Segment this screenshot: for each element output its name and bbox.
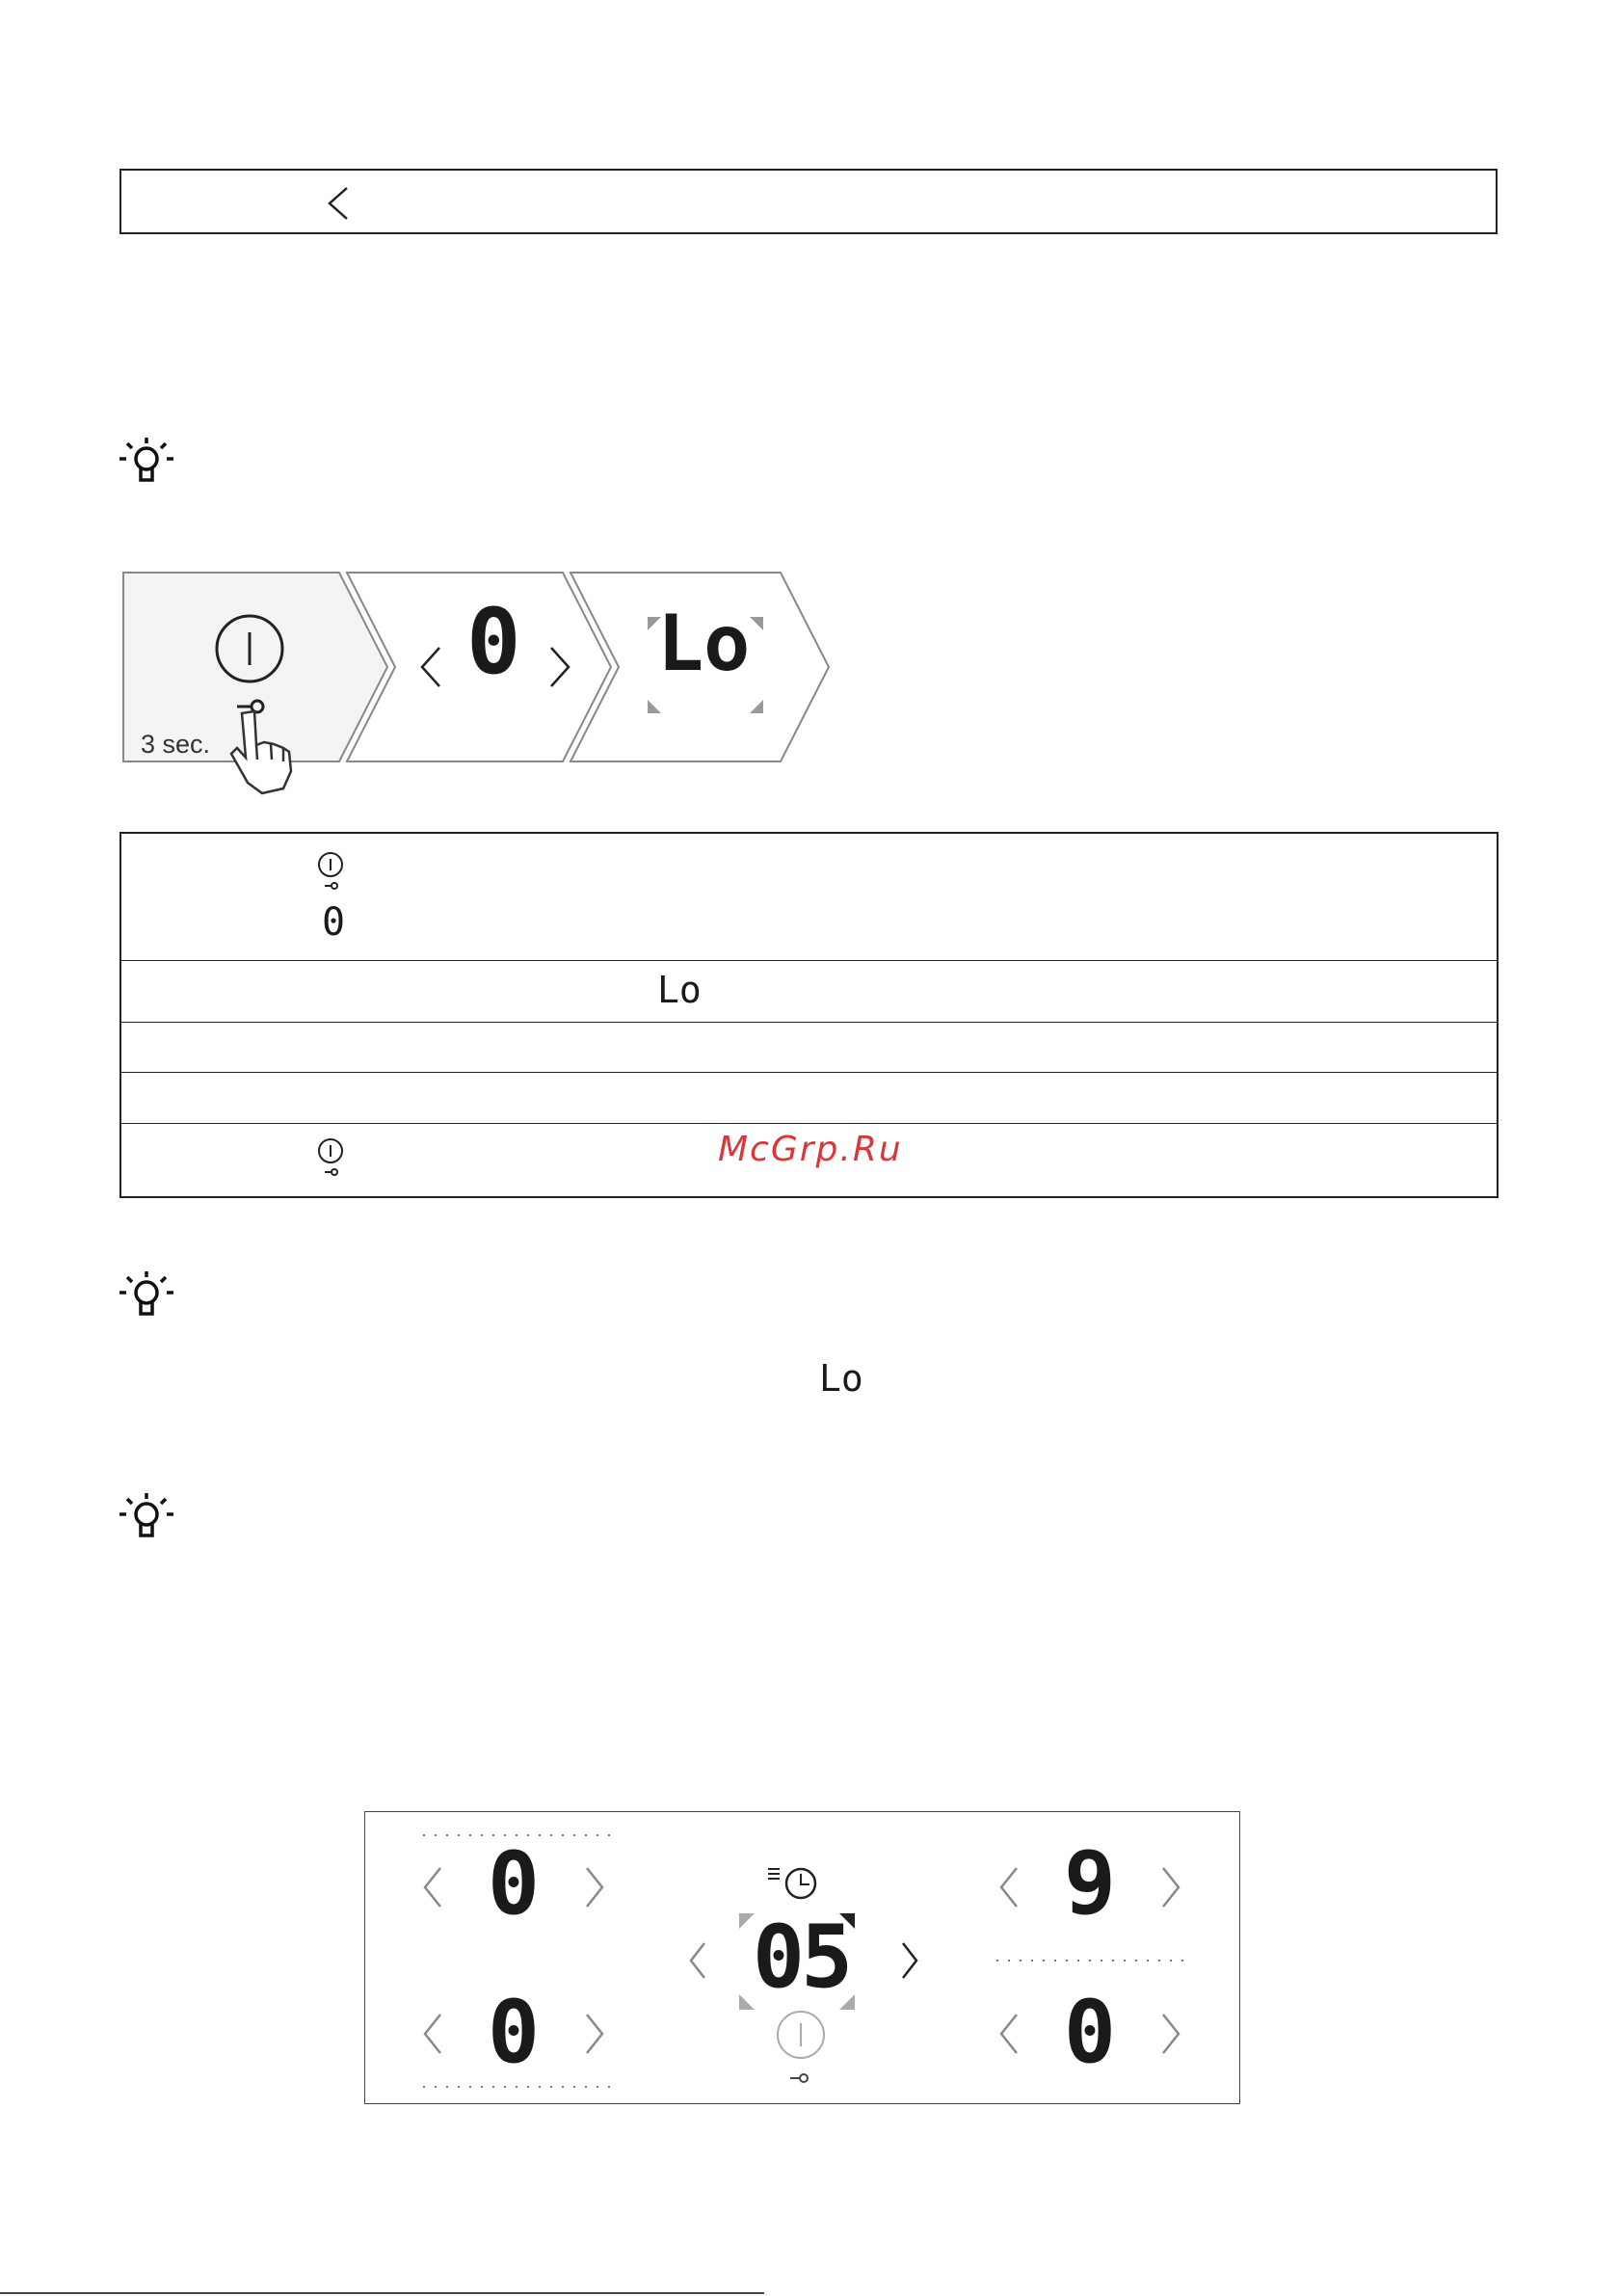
watermark: McGrp.Ru xyxy=(718,1130,903,1169)
table-row xyxy=(121,1023,1497,1073)
chevron-left-icon xyxy=(425,1868,440,1907)
chevron-left-icon[interactable] xyxy=(326,186,351,221)
chevron-right-icon xyxy=(903,1943,916,1978)
press-duration-label: 3 sec. xyxy=(141,730,211,759)
chevron-right-icon xyxy=(1163,2015,1179,2053)
power-lock-icon xyxy=(314,851,347,892)
timer-display[interactable]: 05 xyxy=(752,1907,850,2008)
display-digit: 0 xyxy=(322,900,346,945)
power-lock-icon xyxy=(778,2012,824,2082)
power-lock-icon xyxy=(314,1137,347,1178)
chevron-left-icon xyxy=(691,1943,704,1978)
zone-display-bottom-left[interactable]: 0 xyxy=(487,1982,541,2083)
lightbulb-icon xyxy=(116,1268,177,1329)
display-lo: Lo xyxy=(819,1357,863,1400)
table-row xyxy=(121,834,1497,961)
chevron-left-icon xyxy=(1001,1868,1017,1907)
hob-control-panel xyxy=(364,1811,1240,2104)
chevron-right-icon xyxy=(587,2015,602,2053)
lightbulb-icon xyxy=(116,1489,177,1551)
chevron-right-icon xyxy=(587,1868,602,1907)
lightbulb-icon xyxy=(116,434,177,495)
table-row xyxy=(121,1073,1497,1124)
table-row xyxy=(121,961,1497,1023)
chevron-left-icon xyxy=(425,2015,440,2053)
zone-display-top-right[interactable]: 9 xyxy=(1063,1833,1117,1935)
back-key-box xyxy=(119,169,1498,234)
display-lo: Lo xyxy=(657,969,702,1011)
timer-clock-icon xyxy=(768,1869,815,1898)
chevron-left-icon xyxy=(1001,2015,1017,2053)
sequence-display-lo: Lo xyxy=(657,599,751,688)
zone-display-bottom-right[interactable]: 0 xyxy=(1063,1982,1117,2083)
footer-rule xyxy=(0,2292,764,2294)
sequence-display-0: 0 xyxy=(466,590,521,695)
zone-display-top-left[interactable]: 0 xyxy=(487,1833,541,1935)
chevron-right-icon xyxy=(1163,1868,1179,1907)
